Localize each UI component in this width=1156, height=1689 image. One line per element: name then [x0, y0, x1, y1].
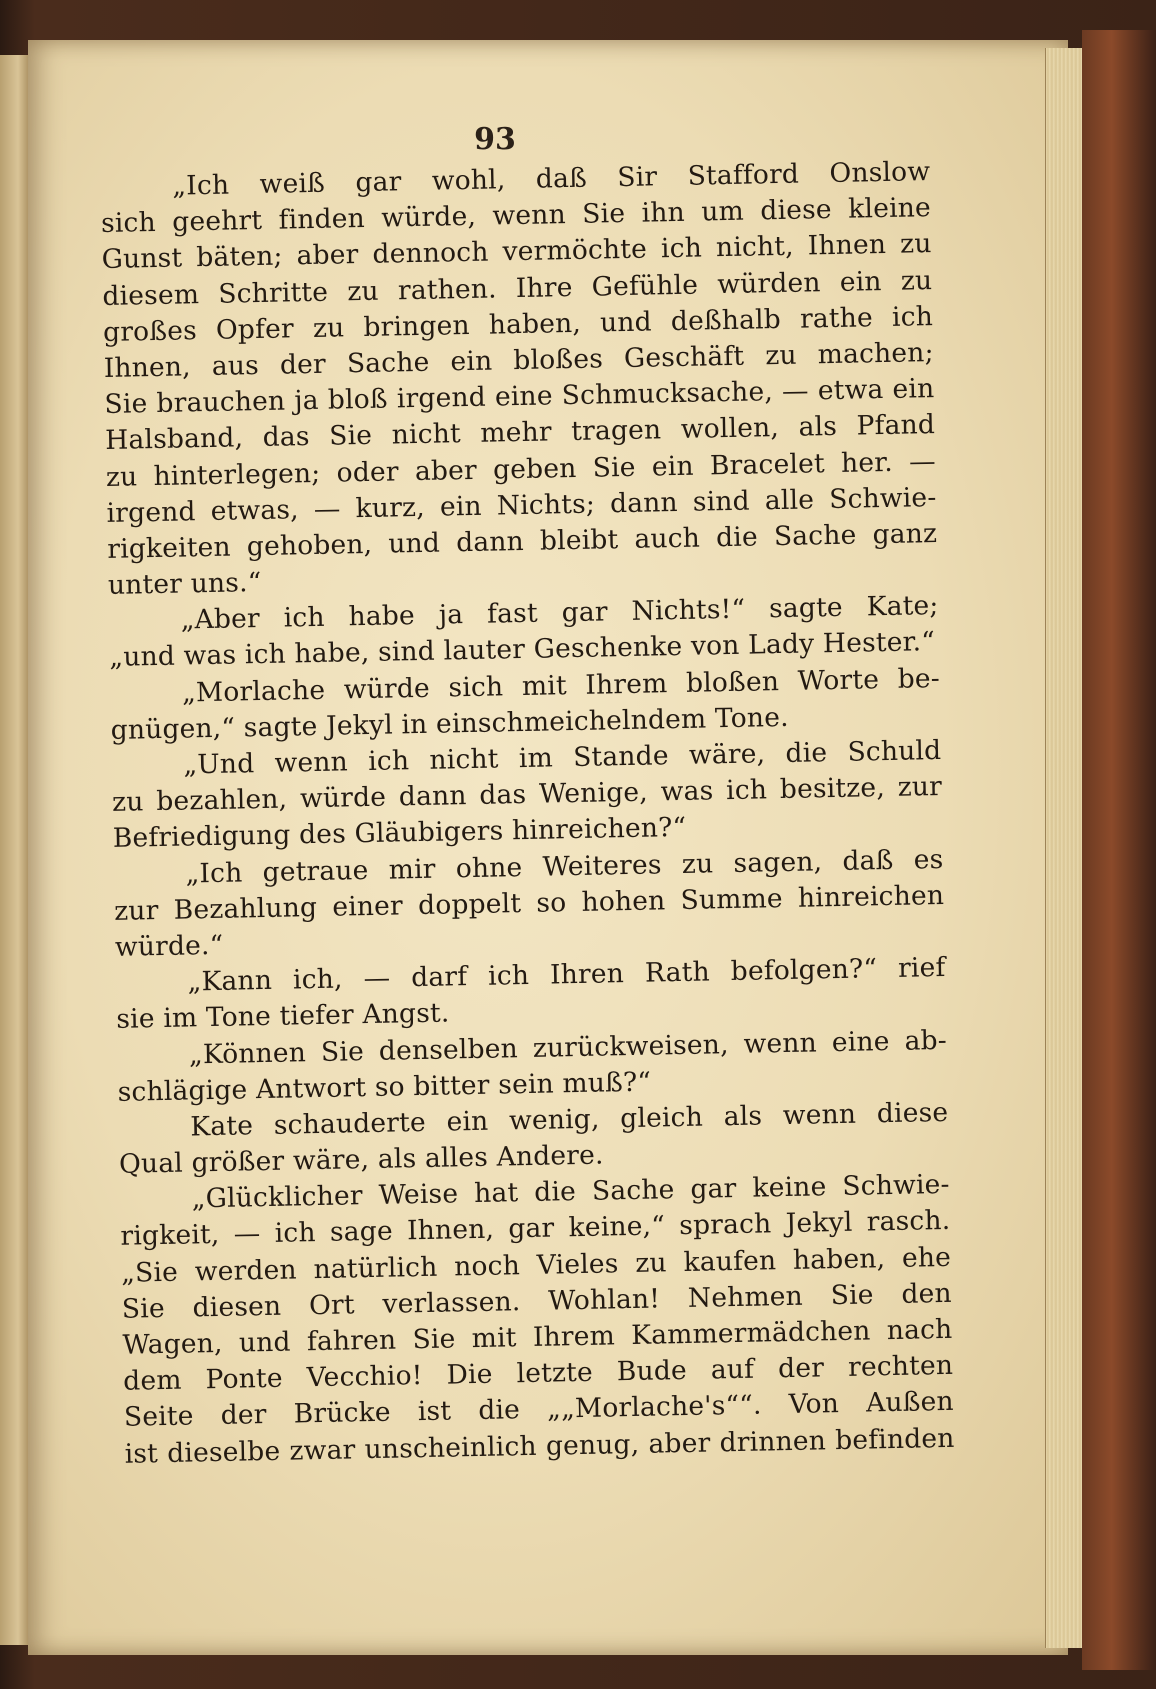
text-line: dem Ponte Vecchio! Die letzte Bude auf der rechten	[122, 1350, 954, 1397]
text-line: unter uns.“	[107, 567, 262, 601]
book-spine	[1082, 30, 1156, 1670]
page-stack-edge	[1045, 48, 1084, 1648]
text-line: Ihnen, aus der Sache ein bloßes Geschäft zu machen;	[103, 336, 934, 384]
text-line: Halsband, das Sie nicht mehr tragen wollen, als Pfand	[104, 409, 936, 457]
text-line: irgend etwas, — kurz, ein Nichts; dann sind alle Schwie-	[106, 481, 937, 529]
text-line: Gunst bäten; aber dennoch vermöchte ich nicht, Ihnen zu	[101, 228, 932, 276]
text-line: „Und wenn ich nicht im Stande wäre, die Schuld	[183, 734, 942, 781]
text-line: „Sie werden natürlich noch Vieles zu kaufen haben, ehe	[120, 1241, 952, 1289]
page-number: 93	[474, 122, 516, 157]
text-line: „Können Sie denselben zurückweisen, wenn eine ab-	[188, 1024, 948, 1070]
text-line: zu hinterlegen; oder aber geben Sie ein Bracelet her. —	[105, 445, 937, 493]
text-line: zu bezahlen, würde dann das Wenige, was ich besitze, zur	[111, 771, 943, 819]
text-line: „Ich weiß gar wohl, daß Sir Stafford Onslow	[172, 156, 931, 202]
text-line: diesem Schritte zu rathen. Ihre Gefühle würden ein zu	[102, 264, 933, 312]
text-line: rigkeit, — ich sage Ihnen, gar keine,“ sprach Jekyl rasch.	[120, 1205, 951, 1253]
text-line: zur Bezahlung einer doppelt so hohen Summe hinreichen	[113, 879, 945, 927]
text-line: sie im Tone tiefer Angst.	[116, 997, 450, 1036]
text-line: „Aber ich habe ja fast gar Nichts!“ sagte Kate;	[180, 590, 939, 636]
text-line: Qual größer wäre, als alles Andere.	[118, 1139, 604, 1180]
text-line: sich geehrt finden würde, wenn Sie ihn um diese kleine	[100, 192, 932, 240]
text-line: Kate schauderte ein wenig, gleich als wenn diese	[190, 1096, 949, 1143]
text-line: schlägige Antwort so bitter sein muß?“	[117, 1066, 652, 1108]
text-line: „Glücklicher Weise hat die Sache gar keine Schwie-	[191, 1169, 950, 1215]
text-line: Sie brauchen ja bloß irgend eine Schmucksache, — etwa ein	[104, 373, 935, 421]
text-line: „Kann ich, — darf ich Ihren Rath befolgen?“ rief	[187, 952, 946, 998]
text-line: ist dieselbe zwar unscheinlich genug, aber drinnen befinden	[124, 1422, 955, 1470]
text-line: „Ich getraue mir ohne Weiteres zu sagen, daß es	[185, 843, 944, 890]
text-line: Wagen, und fahren Sie mit Ihrem Kammermädchen nach	[122, 1313, 953, 1361]
text-line: Seite der Brücke ist die „„Morlache's““. Von Außen	[123, 1386, 955, 1434]
text-line: „Morlache würde sich mit Ihrem bloßen Worte be-	[181, 662, 941, 709]
text-line: „und was ich habe, sind lauter Geschenke von Lady Hester.“	[109, 626, 936, 674]
text-line: Befriedigung des Gläubigers hinreichen?“	[112, 812, 687, 855]
text-line: großes Opfer zu bringen haben, und deßhalb rathe ich	[102, 300, 934, 348]
text-line: würde.“	[114, 929, 224, 963]
text-line: Sie diesen Ort verlassen. Wohlan! Nehmen Sie den	[121, 1277, 953, 1325]
text-line: gnügen,“ sagte Jekyl in einschmeichelndem Tone.	[110, 701, 789, 746]
page-text	[100, 154, 955, 1472]
text-line: rigkeiten gehoben, und dann bleibt auch die Sache ganz	[106, 517, 938, 565]
